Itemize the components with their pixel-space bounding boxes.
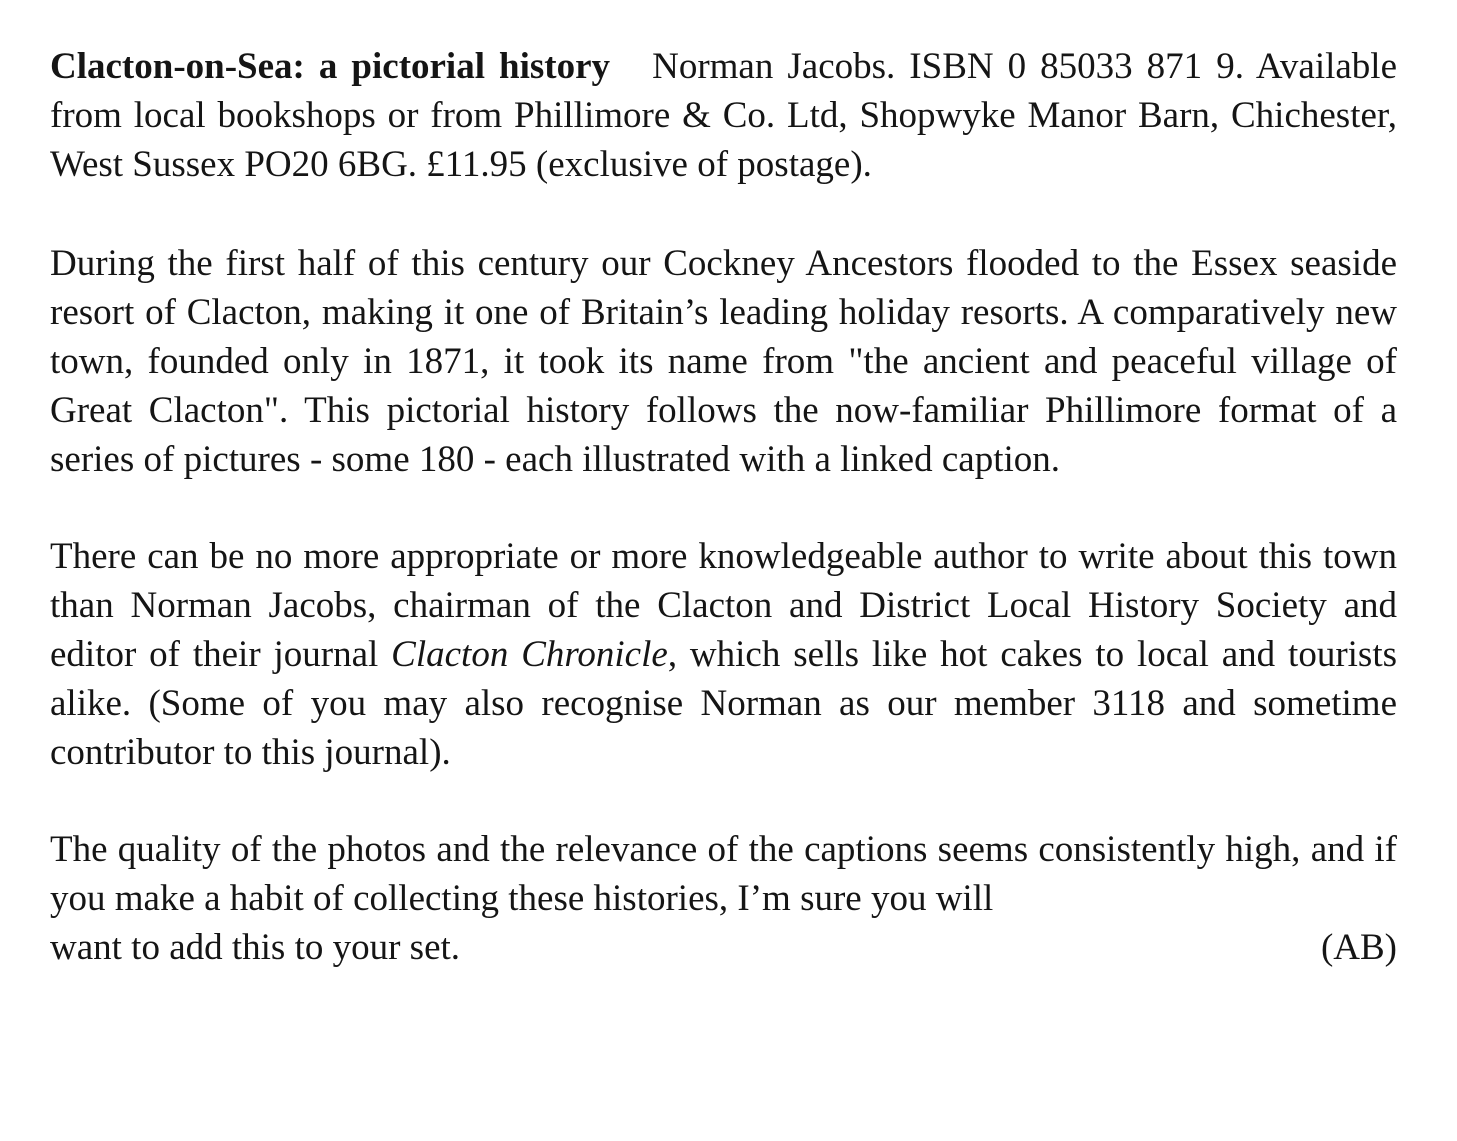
author-paragraph xyxy=(50,532,1397,777)
author-text-before-journal: There can be no more appropriate or more knowledgeable author to write about this town than Norman Jacobs, chairman of the Clacton and District Local History Society and editor of their journal xyxy=(50,536,1397,675)
reviewer-initials: (AB) xyxy=(1320,927,1397,968)
closing-text: want to add this to your set. xyxy=(50,927,461,968)
quality-text: The quality of the photos and the relevance of the captions seems consistently high, and if you make a habit of collecting these histories, I’m sure you will xyxy=(50,829,1397,919)
book-details-paragraph xyxy=(50,42,1397,189)
book-publication-details: Norman Jacobs. ISBN 0 85033 871 9. Available from local bookshops or from Phillimore & Co. Ltd, Shopwyke Manor Barn, Chichester, West Sussex PO20 6BG. £11.95 (exclusive of postage). xyxy=(50,46,1398,185)
history-paragraph: During the first half of this century our Cockney Ancestors flooded to the Essex seaside resort of Clacton, making it one of Britain’s leading holiday resorts. A comparatively new town, founded only in 1871, it took its name from "the ancient and peaceful village of Great Clacton". This pictorial history follows the now-familiar Phillimore format of a series of pictures - some 180 - each illustrated with a linked caption. xyxy=(50,243,1397,480)
review-article xyxy=(50,42,1397,972)
paragraph-spacer xyxy=(50,484,1397,532)
book-title: Clacton-on-Sea: a pictorial history xyxy=(50,46,611,87)
paragraph-spacer xyxy=(50,777,1397,825)
quality-paragraph xyxy=(50,825,1397,923)
journal-name: Clacton Chronicle xyxy=(391,634,668,675)
paragraph-spacer xyxy=(50,189,1397,239)
author-text-after-journal: , which sells like hot cakes to local and tourists alike. (Some of you may also recognise Norman as our member 3118 and sometime contributor to this journal). xyxy=(50,634,1397,773)
closing-line xyxy=(50,923,1397,972)
